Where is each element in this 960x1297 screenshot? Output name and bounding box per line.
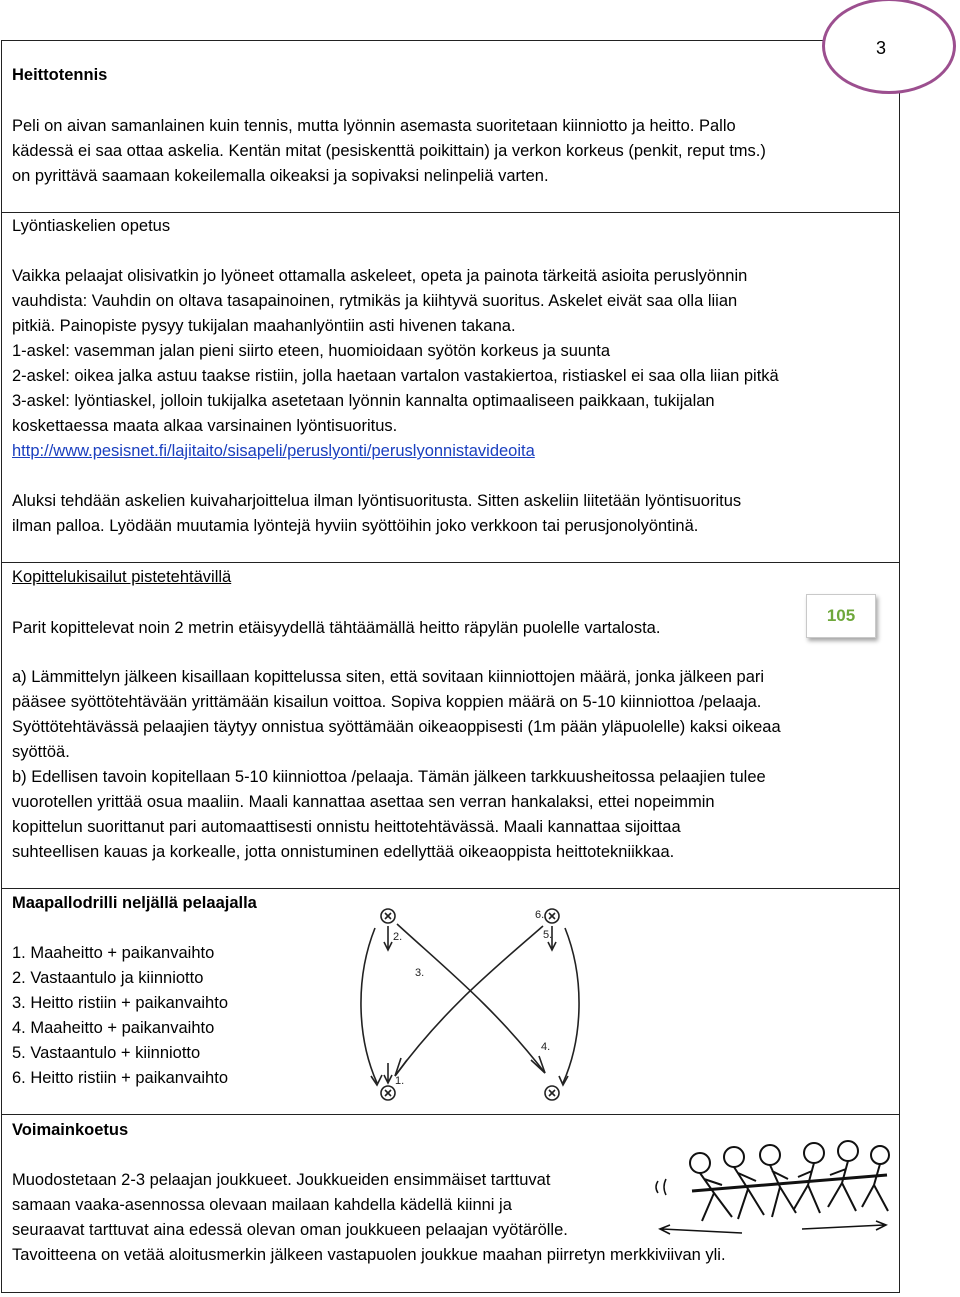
diagram-label: 2. xyxy=(393,931,403,943)
arrow xyxy=(395,1058,407,1076)
kopittelu-line: kopittelun suorittanut pari automaattisesti onnistu heittotehtävässä. Maali kannattaa sijoittaa xyxy=(12,818,681,836)
section-divider xyxy=(1,562,900,563)
voimainkoetus-line: Muodostetaan 2-3 pelaajan joukkueet. Joukkueiden ensimmäiset tarttuvat xyxy=(12,1171,551,1189)
heittotennis-line: kädessä ei saa ottaa askelia. Kentän mitat (pesiskenttä poikittain) ja verkon korkeus (penkit, reput tms.) xyxy=(12,142,766,160)
drill-step: 5. Vastaantulo + kiinniotto xyxy=(12,1044,201,1062)
kopittelu-line: pääsee syöttötehtävään yrittämään kisailun voittoa. Sopiva koppien määrä on 5-10 kiinniottoa /pelaaja. xyxy=(12,693,762,711)
lyontiaskeleet-line: 3-askel: lyöntiaskel, jolloin tukijalka asetetaan lyönnin kannalta optimaaliseen paikkaan, tukijalan xyxy=(12,392,715,410)
maapallo-heading: Maapallodrilli neljällä pelaajalla xyxy=(12,894,257,912)
pole xyxy=(692,1175,887,1191)
drill-step: 6. Heitto ristiin + paikanvaihto xyxy=(12,1069,228,1087)
lyontiaskeleet-line: Vaikka pelaajat olisivatkin jo lyöneet ottamalla askeleet, opeta ja painota tärkeitä asioita peruslyönnin xyxy=(12,267,748,285)
curved-path xyxy=(563,928,579,1083)
page-number: 3 xyxy=(876,38,887,58)
heittotennis-line: on pyrittävä saamaan kokeilemalla oikeaksi ja sopivaksi nelinpeliä varten. xyxy=(12,167,549,185)
crossing-line xyxy=(395,926,543,1076)
diagram-label: 4. xyxy=(541,1041,551,1053)
curved-path xyxy=(361,928,377,1083)
kopittelu-line: vuorotellen yrittää osua maaliin. Maali kannattaa asettaa sen verran hankalaksi, ettei nopeimmin xyxy=(12,793,715,811)
kopittelu-line: syöttöä. xyxy=(12,743,70,761)
kopittelu-heading: Kopittelukisailut pistetehtävillä xyxy=(12,568,232,586)
lyontiaskeleet-heading: Lyöntiaskelien opetus xyxy=(12,217,171,235)
kopittelu-line: b) Edellisen tavoin kopitellaan 5-10 kiinniottoa /pelaaja. Tämän jälkeen tarkkuusheitossa pelaajien tulee xyxy=(12,768,766,786)
voimainkoetus-line: seuraavat tarttuvat aina edessä olevan oman joukkueen pelaajan vyötärölle. xyxy=(12,1221,568,1239)
voimainkoetus-line: Tavoitteena on vetää aloitusmerkin jälkeen vastapuolen joukkue maahan piirretyn merkkiviivan yli. xyxy=(12,1246,726,1264)
arrow xyxy=(384,926,392,950)
voimainkoetus-line: samaan vaaka-asennossa olevaan mailaan kahdella kädellä kiinni ja xyxy=(12,1196,512,1214)
kopittelu-line: a) Lämmittelyn jälkeen kisaillaan kopittelussa siten, että sovitaan kiinniottojen määrä, jonka jälkeen pari xyxy=(12,668,765,686)
section-divider xyxy=(1,1114,900,1115)
lyontiaskeleet-after-line: Aluksi tehdään askelien kuivaharjoittelua ilman lyöntisuoritusta. Sitten askeliin liitetään lyöntisuoritus xyxy=(12,492,742,510)
drill-step: 2. Vastaantulo ja kiinniotto xyxy=(12,969,204,987)
drill-step: 4. Maaheitto + paikanvaihto xyxy=(12,1019,215,1037)
drill-step: 3. Heitto ristiin + paikanvaihto xyxy=(12,994,228,1012)
section-divider xyxy=(1,212,900,213)
diagram-label: 3. xyxy=(415,967,425,979)
page-number-circle xyxy=(822,0,956,94)
heittotennis-line: Peli on aivan samanlainen kuin tennis, mutta lyönnin asemasta suoritetaan kiinniotto ja heitto. Pallo xyxy=(12,117,736,135)
lyontiaskeleet-line: koskettaessa maata alkaa varsinainen lyöntisuoritus. xyxy=(12,417,398,435)
exercise-number-badge: 105 xyxy=(806,594,876,638)
lyontiaskeleet-line: 1-askel: vasemman jalan pieni siirto eteen, huomioidaan syötön korkeus ja suunta xyxy=(12,342,611,360)
arrow xyxy=(802,1221,886,1230)
lyontiaskeleet-line: pitkiä. Painopiste pysyy tukijalan maahanlyöntiin asti hivenen takana. xyxy=(12,317,516,335)
kopittelu-line: Syöttötehtävässä pelaajien täytyy onnistua syöttämään oikeaoppisesti (1m pään yläpuolelle) kaksi oikeaa xyxy=(12,718,781,736)
diagram-label: 6. xyxy=(535,909,545,921)
arrow xyxy=(660,1225,742,1234)
heittotennis-heading: Heittotennis xyxy=(12,66,108,84)
kopittelu-line: suhteellisen kauas ja korkealle, jotta onnistuminen edellyttää oikeaoppista heittotekniikkaa. xyxy=(12,843,675,861)
diagram-label: 5. xyxy=(543,929,553,941)
section-divider xyxy=(1,888,900,889)
lyontiaskeleet-line: 2-askel: oikea jalka astuu taakse ristiin, jolla haetaan vartalon vastakiertoa, ristiaskel ei saa olla liian pitkä xyxy=(12,367,779,385)
arrow xyxy=(384,1063,392,1083)
drill-diagram xyxy=(355,898,595,1108)
crossing-line xyxy=(397,924,545,1073)
kopittelu-intro: Parit kopittelevat noin 2 metrin etäisyydellä tähtäämällä heitto räpylän puolelle vartalosta. xyxy=(12,619,661,637)
tug-of-war-illustration xyxy=(652,1133,897,1243)
video-link[interactable]: http://www.pesisnet.fi/lajitaito/sisapeli/peruslyonti/peruslyonnistavideoita xyxy=(12,442,535,460)
drill-step: 1. Maaheitto + paikanvaihto xyxy=(12,944,215,962)
voimainkoetus-heading: Voimainkoetus xyxy=(12,1121,129,1139)
diagram-label: 1. xyxy=(395,1075,405,1087)
lyontiaskeleet-after-line: ilman palloa. Lyödään muutamia lyöntejä hyviin syöttöihin joko verkkoon tai perusjonolyöntinä. xyxy=(12,517,699,535)
lyontiaskeleet-line: vauhdista: Vauhdin on oltava tasapainoinen, rytmikäs ja kiihtyvä suoritus. Askelet eivät saa olla liian xyxy=(12,292,738,310)
